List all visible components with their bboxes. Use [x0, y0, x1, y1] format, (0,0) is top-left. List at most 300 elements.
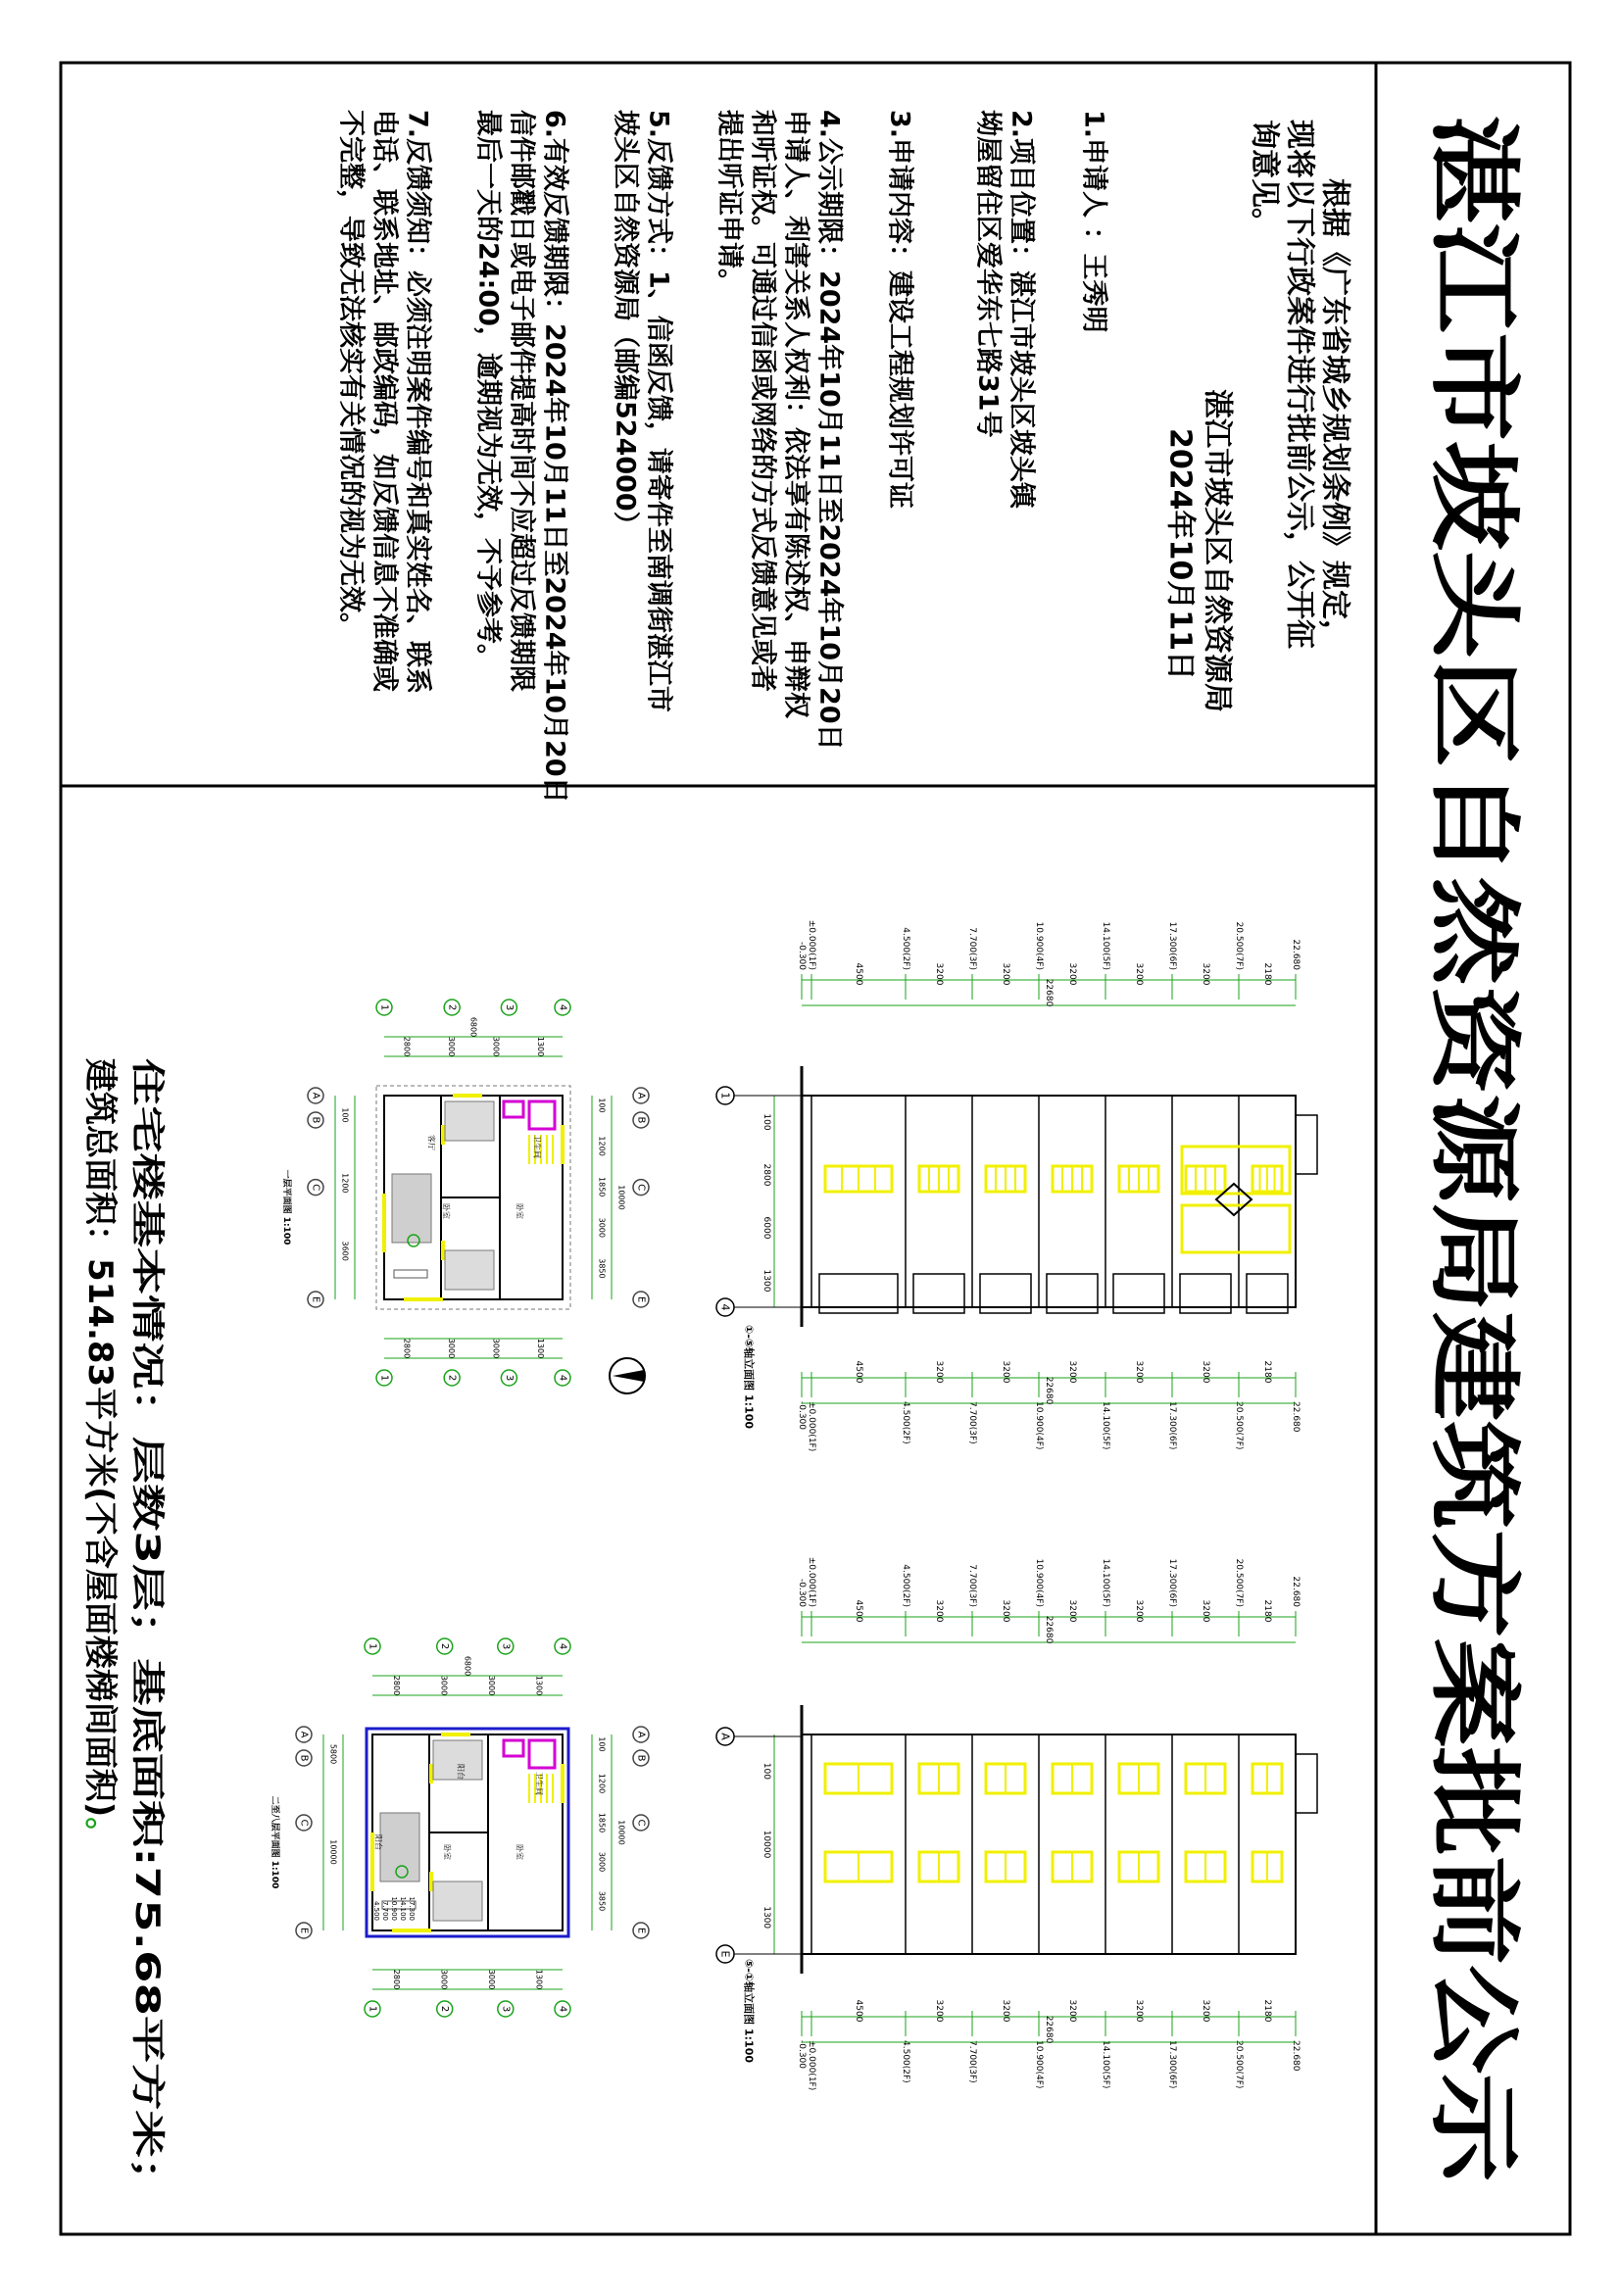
plan-total-d [469, 1017, 478, 1037]
plan-axis-num: 3 [503, 1003, 515, 1011]
plan-bottom-dim-label: 100 [340, 1107, 350, 1123]
plan-side-dim-label: 3000 [491, 1036, 501, 1057]
room-label: 客厅 [426, 1135, 436, 1150]
room-label-group [442, 1203, 452, 1219]
side-dim [761, 1831, 771, 1859]
level-label: 7.700(3F) [967, 1564, 977, 1607]
notice-item-line: 1.申请人 ：王秀明 [1078, 110, 1109, 333]
plan-axis-num: 1 [367, 1642, 378, 1650]
plan-axis-num: 1 [378, 1374, 390, 1382]
bay-dim-label: 2180 [1262, 1999, 1272, 2023]
toilet-fixture [504, 1101, 523, 1117]
plan-level: 14.100 [399, 1896, 407, 1921]
room-label-group [457, 1764, 466, 1780]
window-mark [382, 1194, 386, 1252]
level-label: -0.300 [797, 1578, 807, 1607]
plan-axis-let: B [298, 1754, 310, 1762]
level-mark [1034, 1401, 1044, 1449]
bay-dim [1134, 2000, 1144, 2023]
plan-axis-num: 4 [557, 2005, 568, 2013]
bay-dim-label: 3200 [1001, 1999, 1010, 2023]
level-label: 20.500(7F) [1234, 2040, 1244, 2089]
toilet-fixture [504, 1740, 523, 1756]
level-label: 17.300(6F) [1167, 1558, 1177, 1607]
window-mark [404, 1297, 443, 1301]
level-label: 22.680 [1291, 939, 1301, 970]
plan-side-dim-label: 2800 [391, 1969, 401, 1990]
roof-parapet [1296, 1115, 1317, 1174]
level-mark [807, 1401, 816, 1451]
plan-side-dim [534, 1676, 543, 1695]
bay-dim-label: 2180 [1262, 962, 1272, 986]
bay-dim-label: 3200 [1201, 1599, 1210, 1623]
plan-level-group [390, 1897, 398, 1922]
plan-side-dim-label: 2800 [402, 1036, 412, 1057]
north-pointer [613, 1370, 644, 1382]
plan-axis-num: 3 [503, 1374, 515, 1382]
elevation-title: ⑤-①轴立面图 1:100 [742, 1958, 756, 2064]
room-label: 卫生间 [532, 1135, 542, 1158]
plan-side-dim [447, 1037, 456, 1056]
notice-intro-1: 根据《广东省城乡规划条例》规定， [1317, 178, 1352, 649]
plan-side-dim [447, 1339, 456, 1358]
bay-dim-label: 3200 [1134, 1599, 1144, 1623]
plan-title-group [281, 1170, 293, 1246]
plan-axis-num-group [500, 2006, 511, 2012]
sofa-table [380, 1813, 419, 1881]
summary-line-2-main: 建筑总面积：514.83平方米(不含屋面楼梯间面积) [80, 1058, 120, 1818]
bay-dim [1067, 2000, 1077, 2023]
plan-axis-let-group [311, 1296, 321, 1302]
level-mark [967, 1564, 977, 1607]
plan-bottom-dim [329, 1839, 338, 1864]
floor-plan-plan_1 [281, 1000, 649, 1386]
plan-level-group [381, 1901, 389, 1921]
bay-dim-label: 4500 [854, 1599, 863, 1623]
plan-side-dim [392, 1970, 401, 1989]
plan-level-group [399, 1897, 407, 1922]
plan-axis-let-group [636, 1184, 647, 1191]
plan-axis-num-group [558, 1004, 568, 1010]
bay-dim-label: 3200 [934, 1360, 944, 1384]
plan-top-dim-label: 1200 [597, 1773, 607, 1794]
level-label: ±0.000(1F) [807, 2040, 816, 2091]
notice-date: 2024年10月11日 [1162, 428, 1198, 680]
bay-dim [1067, 1361, 1077, 1384]
bay-dim [1134, 1600, 1144, 1623]
bay-dim [1067, 963, 1077, 986]
level-mark [1167, 1559, 1177, 1607]
room-label: 卫生间 [534, 1772, 544, 1795]
side-dim [761, 1906, 771, 1929]
plan-axis-let: C [298, 1819, 310, 1827]
plan-axis-let-group [299, 1820, 310, 1827]
plan-axis-num-group [368, 2006, 378, 2012]
plan-total-w [617, 1185, 626, 1209]
bay-dim-label: 3200 [1134, 1999, 1144, 2023]
architectural-drawings [270, 920, 1317, 2090]
plan-top-dim-label: 1850 [597, 1177, 607, 1197]
notice-item-line: 提出听证申请。 [713, 110, 745, 295]
plan-bottom-dim-label: 5800 [328, 1743, 338, 1765]
level-mark [797, 1401, 807, 1430]
bay-dim [1262, 963, 1272, 986]
plan-bottom-dim-label: 1200 [340, 1173, 350, 1194]
plan-axis-let-group [636, 1928, 647, 1933]
plan-total-d-label: 6800 [468, 1016, 478, 1038]
plan-top-dim-label: 3000 [597, 1217, 607, 1238]
bed [445, 1101, 494, 1141]
plan-top-dim [598, 1736, 607, 1751]
level-mark [967, 2040, 977, 2083]
plan-side-dim-label: 3000 [439, 1969, 449, 1990]
level-label: 10.900(4F) [1034, 1558, 1044, 1607]
level-label: ±0.000(1F) [807, 919, 816, 970]
notice-item-line: 6.有效反馈期限：2024年10月11日至2024年10月20日 [539, 110, 570, 804]
total-dim [1044, 1616, 1054, 1644]
stair-core [529, 1101, 555, 1129]
plan-axis-num: 2 [446, 1374, 458, 1382]
bay-dim-label: 3200 [1201, 1999, 1210, 2023]
room-label: 阳台 [456, 1764, 466, 1780]
bay-dim [854, 1361, 863, 1384]
level-label: 20.500(7F) [1234, 1558, 1244, 1607]
elevation-b [716, 1557, 1317, 2090]
side-dim-label: 2800 [761, 1163, 771, 1187]
level-label: ±0.000(1F) [807, 1401, 816, 1452]
bay-dim [1001, 1361, 1010, 1384]
bay-dim [854, 1600, 863, 1623]
plan-axis-let: B [635, 1116, 647, 1124]
plan-axis-let-group [636, 1755, 647, 1762]
plan-axis-let: A [310, 1092, 321, 1099]
side-dim [761, 1164, 771, 1187]
bay-dim-label: 3200 [1134, 1360, 1144, 1384]
plan-axis-num-group [439, 2006, 450, 2012]
level-label: 4.500(2F) [901, 927, 910, 970]
bed [433, 1881, 482, 1921]
plan-bottom-dim-label: 3600 [340, 1241, 350, 1261]
level-mark [807, 2040, 816, 2090]
bay-dim-label: 3200 [1134, 962, 1144, 986]
plan-axis-let-group [636, 1732, 647, 1738]
door-mark [441, 1241, 445, 1260]
plan-top-dim-label: 3850 [597, 1258, 607, 1279]
plan-side-dim-label: 2800 [391, 1675, 401, 1696]
roof-parapet [1296, 1754, 1317, 1813]
notice-item-line: 不完整，导致无法核实有关情况的视为无效。 [335, 110, 367, 639]
level-label: 20.500(7F) [1234, 921, 1244, 970]
level-label: 7.700(3F) [967, 1401, 977, 1444]
plan-axis-num-group [558, 2006, 568, 2012]
plan-total-w [617, 1820, 626, 1844]
plan-side-dim [536, 1037, 545, 1056]
plan-axis-num: 1 [367, 2005, 378, 2013]
plan-top-dim-label: 3000 [597, 1851, 607, 1873]
plan-side-dim-label: 1300 [534, 1675, 544, 1696]
level-mark [1167, 1401, 1177, 1449]
side-dim [761, 1270, 771, 1293]
level-mark [967, 1401, 977, 1444]
plan-side-dim-label: 3000 [486, 1969, 496, 1990]
level-mark [1034, 1559, 1044, 1607]
plan-side-dim [534, 1970, 543, 1989]
door-diamond [1216, 1184, 1252, 1215]
plan-axis-num-group [447, 1375, 458, 1381]
window-mark [392, 1929, 431, 1932]
notice-item-line: 2.项目位置：湛江市坡头区坡头镇 [1006, 110, 1037, 510]
level-label: ±0.000(1F) [807, 1556, 816, 1607]
bay-dim [934, 2000, 944, 2023]
plan-axis-num: 1 [378, 1003, 390, 1011]
bay-dim [1201, 1600, 1210, 1623]
plan-level-group [372, 1901, 380, 1921]
bay-dim [934, 1361, 944, 1384]
plan-axis-let-group [311, 1117, 321, 1124]
notice-item-line: 坡头区自然资源局（邮编524000） [610, 110, 641, 538]
plan-axis-let: C [310, 1184, 321, 1192]
level-label: 14.100(5F) [1101, 1558, 1110, 1607]
plan-axis-let-group [636, 1117, 647, 1124]
room-label-group [515, 1203, 525, 1219]
plan-axis-num-group [500, 1643, 511, 1649]
elevation-a [716, 920, 1317, 1451]
notice-items [336, 110, 1109, 804]
plan-axis-let-group [299, 1732, 310, 1738]
bay-dim [934, 1600, 944, 1623]
plan-axis-let-group [299, 1755, 310, 1762]
plan-side-dim [402, 1037, 411, 1056]
level-mark [1234, 1401, 1244, 1449]
elevation-title-group [743, 1325, 757, 1429]
axis-text: 1 [718, 1092, 732, 1099]
plan-axis-num: 4 [557, 1003, 568, 1011]
level-label: 10.900(4F) [1034, 921, 1044, 970]
plan-axis-let: B [635, 1754, 647, 1762]
level-label: 22.680 [1291, 1401, 1301, 1433]
plan-bottom-dim [341, 1173, 350, 1193]
level-label: 22.680 [1291, 2040, 1301, 2072]
plan-axis-let-group [299, 1928, 310, 1933]
plan-side-dim [491, 1339, 500, 1358]
plan-axis-let: C [635, 1819, 647, 1827]
level-mark [1291, 1577, 1301, 1608]
plan-axis-let: A [635, 1092, 647, 1099]
plan-level: 10.900 [390, 1896, 398, 1921]
plan-top-dim-label: 1850 [597, 1812, 607, 1833]
plan-top-dim [598, 1258, 607, 1278]
window-mark [561, 1764, 565, 1803]
summary-line-2 [80, 1058, 120, 1850]
bay-dim [1262, 1600, 1272, 1623]
level-mark [807, 920, 816, 970]
plan-bottom-dim [341, 1107, 350, 1122]
door-mark [429, 1764, 433, 1783]
building-outline [802, 1734, 1296, 1954]
bay-dim [934, 963, 944, 986]
plan-axis-num: 2 [439, 1642, 451, 1650]
plan-side-dim-label: 3000 [446, 1036, 456, 1057]
level-mark [1167, 2040, 1177, 2088]
north-arrow [610, 1358, 645, 1393]
plan-side-dim-label: 3000 [439, 1675, 449, 1696]
axis-label [719, 1733, 732, 1740]
plan-top-dim-label: 100 [597, 1736, 607, 1752]
notice-item-line: 和听证权。可通过信函或网络的方式反馈意见或者 [747, 110, 778, 692]
level-label: 14.100(5F) [1101, 921, 1110, 970]
bay-dim [1067, 1600, 1077, 1623]
plan-axis-let-group [636, 1820, 647, 1827]
summary-line-2-tail: 。 [80, 1817, 120, 1851]
door-mark [429, 1872, 433, 1891]
level-label: -0.300 [797, 941, 807, 970]
level-mark [797, 2040, 807, 2069]
level-label: 17.300(6F) [1167, 1401, 1177, 1450]
side-dim-label: 1300 [761, 1906, 771, 1930]
bay-dim-label: 4500 [854, 1999, 863, 2023]
axis-label [719, 1304, 732, 1311]
plan-bottom-dim-label: 10000 [328, 1839, 338, 1865]
level-label: 7.700(3F) [967, 927, 977, 970]
room-label-group [535, 1772, 545, 1795]
plan-side-dim [439, 1676, 448, 1695]
plan-axis-let-group [636, 1296, 647, 1302]
bay-dim [1262, 2000, 1272, 2023]
plan-axis-num-group [368, 1643, 378, 1649]
plan-side-dim [439, 1970, 448, 1989]
level-mark [967, 927, 977, 970]
bay-dim-label: 3200 [1001, 1360, 1010, 1384]
level-mark [1101, 1401, 1110, 1449]
notice-issuer: 湛江市坡头区自然资源局 [1200, 389, 1235, 712]
level-mark [1234, 922, 1244, 970]
plan-side-dim [491, 1037, 500, 1056]
plan-top-dim-label: 100 [597, 1098, 607, 1113]
plan-title: 一层平面图 1:100 [281, 1169, 291, 1246]
plan-side-dim [402, 1339, 411, 1358]
room-label: 卧室 [515, 1844, 524, 1860]
level-mark [1291, 1401, 1301, 1433]
bay-dim-label: 4500 [854, 962, 863, 986]
plan-axis-num: 2 [446, 1003, 458, 1011]
notice-intro-2: 现将以下行政案件进行批前公示，公开征 [1282, 120, 1317, 649]
level-label: 4.500(2F) [901, 1564, 910, 1607]
plan-top-dim-label: 1200 [597, 1136, 607, 1156]
total-height-label: 22680 [1044, 1376, 1054, 1405]
window-mark [370, 1832, 374, 1891]
level-mark [797, 1579, 807, 1607]
plan-axis-num: 4 [557, 1374, 568, 1382]
level-label: 22.680 [1291, 1576, 1301, 1607]
stair-core [529, 1740, 555, 1768]
notice-intro-3: 询意见。 [1247, 120, 1282, 237]
elevation-title-group [743, 1959, 757, 2063]
plan-axis-let: A [635, 1731, 647, 1738]
bay-dim-label: 3200 [934, 1599, 944, 1623]
plan-axis-let: E [298, 1927, 310, 1934]
sofa-table [392, 1174, 431, 1243]
plan-axis-let-group [311, 1184, 321, 1191]
plan-axis-num-group [558, 1643, 568, 1649]
side-dim-label: 100 [761, 1762, 771, 1780]
room-label: 卧室 [442, 1844, 452, 1860]
axis-text: E [718, 1950, 732, 1958]
plan-axis-let: A [298, 1731, 310, 1738]
bay-dim-label: 3200 [1067, 1599, 1077, 1623]
plan-top-dim [598, 1136, 607, 1155]
window-mark [441, 1733, 470, 1736]
axis-text: 4 [718, 1303, 732, 1311]
plan-bottom-dim [329, 1744, 338, 1764]
room-label-group [533, 1135, 543, 1158]
level-label: 20.500(7F) [1234, 1401, 1244, 1450]
plan-top-dim [598, 1218, 607, 1238]
room-label-group [374, 1834, 384, 1850]
level-mark [1167, 922, 1177, 970]
door-mark [441, 1125, 445, 1145]
total-dim [1044, 2016, 1054, 2044]
plan-side-dim-label: 2800 [402, 1338, 412, 1359]
side-dim [761, 1217, 771, 1240]
bay-dim-label: 3200 [1001, 962, 1010, 986]
plan-axis-let: E [310, 1295, 321, 1303]
plan-axis-let-group [311, 1093, 321, 1099]
room-label: 卧室 [441, 1203, 451, 1219]
plan-title: 二至八层平面图 1:100 [270, 1795, 279, 1889]
bay-dim [1001, 1600, 1010, 1623]
plan-axis-num: 4 [557, 1642, 568, 1650]
total-height-label: 22680 [1044, 1615, 1054, 1644]
bay-dim [1201, 1361, 1210, 1384]
bay-dim [854, 2000, 863, 2023]
plan-axis-num-group [379, 1004, 390, 1010]
plan-side-dim [487, 1970, 496, 1989]
bed [445, 1250, 494, 1290]
plan-side-dim-label: 1300 [535, 1338, 545, 1359]
plan-side-dim-label: 3000 [446, 1338, 456, 1359]
room-label: 卧室 [515, 1203, 524, 1219]
bay-dim-label: 3200 [1067, 1360, 1077, 1384]
plan-axis-num: 3 [500, 1642, 512, 1650]
plan-total-w-label: 10000 [616, 1185, 626, 1210]
plan-side-dim [392, 1676, 401, 1695]
level-mark [797, 942, 807, 970]
notice-item-line: 3.申请内容：建设工程规划许可证 [884, 110, 915, 510]
level-mark [807, 1557, 816, 1607]
plan-axis-let: B [310, 1116, 321, 1124]
side-dim-label: 6000 [761, 1216, 771, 1240]
bay-dim-label: 4500 [854, 1360, 863, 1384]
plan-level: 17.300 [408, 1896, 416, 1921]
level-label: -0.300 [797, 2040, 807, 2070]
plan-axis-let-group [636, 1093, 647, 1099]
level-label: 17.300(6F) [1167, 2040, 1177, 2089]
level-mark [901, 927, 910, 970]
level-mark [1234, 2040, 1244, 2088]
bay-dim-label: 3200 [1067, 962, 1077, 986]
plan-level-group [408, 1897, 416, 1922]
tv-cabinet [394, 1270, 427, 1278]
bay-dim-label: 2180 [1262, 1360, 1272, 1384]
axis-label [719, 1093, 732, 1099]
plan-side-dim [487, 1676, 496, 1695]
bay-dim-label: 3200 [934, 1999, 944, 2023]
notice-item-line: 电话、联系地址、邮政编码，如反馈信息不准确或 [368, 110, 400, 692]
building-outline [802, 1096, 1296, 1307]
bay-dim-label: 3200 [934, 962, 944, 986]
level-mark [1234, 1559, 1244, 1607]
side-dim [761, 1113, 771, 1130]
